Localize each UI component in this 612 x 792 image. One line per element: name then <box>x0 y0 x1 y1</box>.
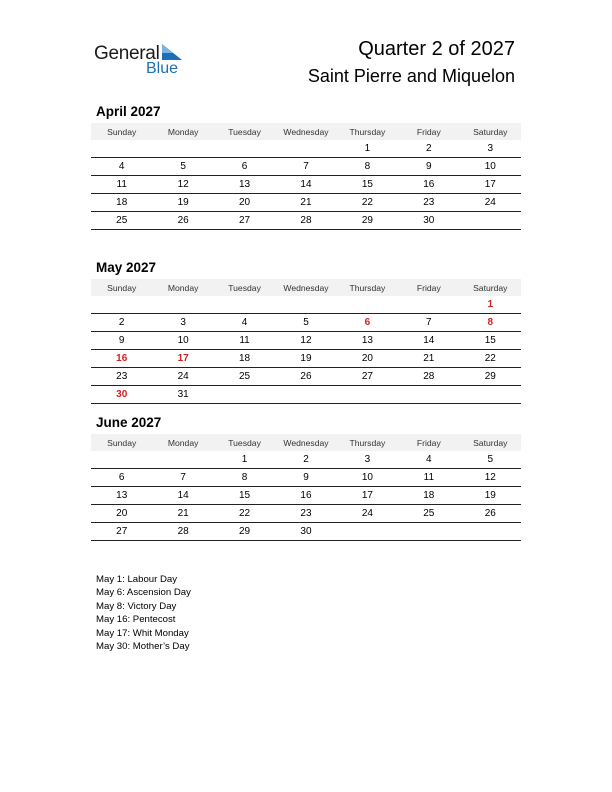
day-cell: 23 <box>275 505 336 523</box>
holiday-list <box>96 573 191 653</box>
weekday-header-row <box>91 123 521 140</box>
day-cell: 1 <box>337 140 398 158</box>
day-cell: 29 <box>214 523 275 541</box>
page-title: Quarter 2 of 2027 <box>358 38 515 60</box>
day-cell: 30 <box>275 523 336 541</box>
day-cell: 11 <box>214 332 275 350</box>
week-row <box>91 296 521 314</box>
empty-day-cell <box>152 140 213 158</box>
day-cell: 4 <box>398 451 459 469</box>
day-cell: 15 <box>460 332 521 350</box>
month-may <box>91 260 521 404</box>
day-cell: 20 <box>337 350 398 368</box>
weekday-monday: Monday <box>152 434 213 451</box>
day-cell: 22 <box>337 194 398 212</box>
empty-day-cell <box>214 140 275 158</box>
day-cell: 14 <box>275 176 336 194</box>
day-cell: 12 <box>275 332 336 350</box>
week-row <box>91 505 521 523</box>
day-cell: 9 <box>275 469 336 487</box>
day-cell: 6 <box>91 469 152 487</box>
day-cell: 4 <box>91 158 152 176</box>
day-cell: 8 <box>214 469 275 487</box>
day-cell: 16 <box>398 176 459 194</box>
day-cell: 15 <box>337 176 398 194</box>
day-cell: 12 <box>152 176 213 194</box>
day-cell: 16 <box>275 487 336 505</box>
day-cell: 30 <box>91 386 152 404</box>
weekday-header-row <box>91 434 521 451</box>
empty-day-cell <box>460 386 521 404</box>
empty-day-cell <box>152 451 213 469</box>
empty-day-cell <box>337 386 398 404</box>
generalblue-logo <box>94 40 194 80</box>
day-cell: 21 <box>152 505 213 523</box>
day-cell: 13 <box>337 332 398 350</box>
day-cell: 1 <box>460 296 521 314</box>
logo-word-blue: Blue <box>146 60 179 77</box>
day-cell: 15 <box>214 487 275 505</box>
day-cell: 17 <box>152 350 213 368</box>
holiday-item: May 30: Mother’s Day <box>96 641 190 653</box>
empty-day-cell <box>214 296 275 314</box>
empty-day-cell <box>214 386 275 404</box>
day-cell: 20 <box>214 194 275 212</box>
weekday-sunday: Sunday <box>91 434 152 451</box>
weekday-sunday: Sunday <box>91 279 152 296</box>
weekday-wednesday: Wednesday <box>275 123 336 140</box>
day-cell: 28 <box>275 212 336 230</box>
day-cell: 14 <box>152 487 213 505</box>
day-cell: 26 <box>152 212 213 230</box>
logo-flag-icon <box>162 44 182 60</box>
weekday-sunday: Sunday <box>91 123 152 140</box>
weekday-wednesday: Wednesday <box>275 279 336 296</box>
empty-day-cell <box>460 212 521 230</box>
holiday-item: May 17: Whit Monday <box>96 627 189 639</box>
day-cell: 19 <box>152 194 213 212</box>
empty-day-cell <box>337 296 398 314</box>
week-row <box>91 368 521 386</box>
day-cell: 26 <box>275 368 336 386</box>
day-cell: 8 <box>337 158 398 176</box>
weekday-monday: Monday <box>152 123 213 140</box>
weekday-header-row <box>91 279 521 296</box>
day-cell: 19 <box>460 487 521 505</box>
day-cell: 21 <box>398 350 459 368</box>
day-cell: 6 <box>337 314 398 332</box>
day-cell: 21 <box>275 194 336 212</box>
day-cell: 20 <box>91 505 152 523</box>
weekday-thursday: Thursday <box>337 434 398 451</box>
calendar-grid <box>91 434 521 541</box>
day-cell: 13 <box>214 176 275 194</box>
day-cell: 14 <box>398 332 459 350</box>
day-cell: 27 <box>91 523 152 541</box>
day-cell: 18 <box>398 487 459 505</box>
day-cell: 18 <box>214 350 275 368</box>
day-cell: 5 <box>275 314 336 332</box>
week-row <box>91 212 521 230</box>
week-row <box>91 523 521 541</box>
weekday-thursday: Thursday <box>337 123 398 140</box>
day-cell: 17 <box>337 487 398 505</box>
day-cell: 24 <box>152 368 213 386</box>
empty-day-cell <box>91 451 152 469</box>
empty-day-cell <box>91 140 152 158</box>
holiday-item: May 8: Victory Day <box>96 600 177 612</box>
day-cell: 25 <box>398 505 459 523</box>
weekday-wednesday: Wednesday <box>275 434 336 451</box>
calendar-grid <box>91 279 521 404</box>
day-cell: 30 <box>398 212 459 230</box>
week-row <box>91 194 521 212</box>
empty-day-cell <box>275 140 336 158</box>
day-cell: 1 <box>214 451 275 469</box>
weekday-tuesday: Tuesday <box>214 434 275 451</box>
week-row <box>91 314 521 332</box>
week-row <box>91 176 521 194</box>
empty-day-cell <box>460 523 521 541</box>
month-april <box>91 104 521 230</box>
week-row <box>91 350 521 368</box>
day-cell: 29 <box>460 368 521 386</box>
holiday-item: May 6: Ascension Day <box>96 587 191 599</box>
empty-day-cell <box>152 296 213 314</box>
day-cell: 6 <box>214 158 275 176</box>
day-cell: 13 <box>91 487 152 505</box>
day-cell: 12 <box>460 469 521 487</box>
empty-day-cell <box>337 523 398 541</box>
empty-day-cell <box>398 523 459 541</box>
empty-day-cell <box>91 296 152 314</box>
day-cell: 16 <box>91 350 152 368</box>
country-name: Saint Pierre and Miquelon <box>307 66 515 86</box>
day-cell: 24 <box>460 194 521 212</box>
week-row <box>91 332 521 350</box>
day-cell: 29 <box>337 212 398 230</box>
week-row <box>91 469 521 487</box>
day-cell: 9 <box>91 332 152 350</box>
day-cell: 25 <box>91 212 152 230</box>
holiday-item: May 16: Pentecost <box>96 614 176 626</box>
day-cell: 8 <box>460 314 521 332</box>
day-cell: 7 <box>275 158 336 176</box>
month-title: June 2027 <box>96 415 162 430</box>
day-cell: 5 <box>152 158 213 176</box>
day-cell: 7 <box>398 314 459 332</box>
day-cell: 2 <box>91 314 152 332</box>
day-cell: 27 <box>337 368 398 386</box>
weekday-friday: Friday <box>398 434 459 451</box>
day-cell: 28 <box>398 368 459 386</box>
day-cell: 27 <box>214 212 275 230</box>
week-row <box>91 158 521 176</box>
day-cell: 22 <box>460 350 521 368</box>
week-row <box>91 140 521 158</box>
day-cell: 28 <box>152 523 213 541</box>
day-cell: 17 <box>460 176 521 194</box>
weekday-saturday: Saturday <box>460 123 521 140</box>
day-cell: 11 <box>398 469 459 487</box>
day-cell: 26 <box>460 505 521 523</box>
empty-day-cell <box>275 386 336 404</box>
weekday-friday: Friday <box>398 123 459 140</box>
day-cell: 2 <box>398 140 459 158</box>
day-cell: 10 <box>152 332 213 350</box>
day-cell: 23 <box>398 194 459 212</box>
day-cell: 2 <box>275 451 336 469</box>
month-title: May 2027 <box>96 260 157 275</box>
empty-day-cell <box>275 296 336 314</box>
empty-day-cell <box>398 296 459 314</box>
day-cell: 7 <box>152 469 213 487</box>
weekday-thursday: Thursday <box>337 279 398 296</box>
empty-day-cell <box>398 386 459 404</box>
day-cell: 10 <box>460 158 521 176</box>
weekday-tuesday: Tuesday <box>214 279 275 296</box>
day-cell: 3 <box>337 451 398 469</box>
day-cell: 3 <box>460 140 521 158</box>
logo-word-general: General <box>94 43 160 64</box>
day-cell: 23 <box>91 368 152 386</box>
calendar-grid <box>91 123 521 230</box>
month-june <box>91 415 521 541</box>
day-cell: 11 <box>91 176 152 194</box>
day-cell: 5 <box>460 451 521 469</box>
day-cell: 10 <box>337 469 398 487</box>
day-cell: 25 <box>214 368 275 386</box>
week-row <box>91 487 521 505</box>
day-cell: 18 <box>91 194 152 212</box>
day-cell: 24 <box>337 505 398 523</box>
weekday-tuesday: Tuesday <box>214 123 275 140</box>
weekday-saturday: Saturday <box>460 279 521 296</box>
week-row <box>91 386 521 404</box>
weekday-friday: Friday <box>398 279 459 296</box>
weekday-monday: Monday <box>152 279 213 296</box>
day-cell: 19 <box>275 350 336 368</box>
day-cell: 22 <box>214 505 275 523</box>
day-cell: 3 <box>152 314 213 332</box>
day-cell: 4 <box>214 314 275 332</box>
weekday-saturday: Saturday <box>460 434 521 451</box>
day-cell: 31 <box>152 386 213 404</box>
holiday-item: May 1: Labour Day <box>96 574 178 585</box>
week-row <box>91 451 521 469</box>
day-cell: 9 <box>398 158 459 176</box>
month-title: April 2027 <box>96 104 161 119</box>
